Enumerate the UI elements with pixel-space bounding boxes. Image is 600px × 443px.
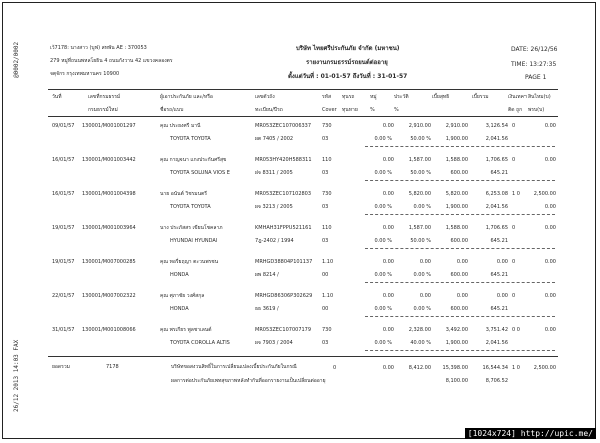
record-net2: 1,900.00: [445, 204, 468, 210]
record-history-pct: 0.00 %: [413, 204, 431, 210]
record-code: 730: [322, 123, 332, 129]
row-divider: [365, 282, 555, 283]
record-policy: 130001/M001003964: [82, 225, 136, 231]
record-history: 1,587.00: [408, 157, 431, 163]
record-commission: 0 0: [512, 327, 520, 333]
record-total2: 645.21: [490, 170, 508, 176]
record-commission: 0: [512, 123, 516, 129]
record-code: 730: [322, 191, 332, 197]
record-car: TOYOTA COROLLA ALTIS: [170, 340, 230, 346]
record-date: 16/01/57: [52, 191, 75, 197]
record-cover: 03: [322, 170, 329, 176]
column-header-row2-6: %: [370, 107, 375, 113]
record-total: 0.00: [496, 293, 508, 299]
record-chassis: MR053HY420H588311: [255, 157, 312, 163]
record-history-pct: 50.00 %: [410, 136, 431, 142]
report-time: TIME: 13:27:35: [511, 61, 557, 68]
record-commission: 0: [512, 157, 516, 163]
record-discount: 0.00 %: [374, 136, 392, 142]
record-code: 730: [322, 327, 332, 333]
record-chassis: MR053ZEC107006337: [255, 123, 312, 129]
record-policy: 130001/M001003442: [82, 157, 136, 163]
column-header-row1-8: เบี้ยสุทธิ: [432, 94, 450, 100]
record-claim: 0.00: [544, 259, 556, 265]
record-history-pct: 40.00 %: [410, 340, 431, 346]
record-cover: 00: [322, 272, 329, 278]
column-header-row1-1: เลขที่กรมธรรม์: [88, 94, 121, 100]
column-header-row1-3: เลขตัวถัง: [255, 94, 275, 100]
fax-footer-timestamp: 26/12 2013 14:03 FAX: [13, 339, 20, 412]
record-plate: ผพ 8214 /: [255, 272, 279, 278]
record-history: 0.00: [419, 259, 431, 265]
record-net: 3,492.00: [445, 327, 468, 333]
record-total: 3,126.54: [485, 123, 508, 129]
record-history: 0.00: [419, 293, 431, 299]
record-suminsured: 0.00: [382, 123, 394, 129]
record-car: HYUNDAI HYUNDAI: [170, 238, 218, 244]
summary-zero-amount: 0.00: [382, 365, 394, 371]
record-net: 5,820.00: [445, 191, 468, 197]
record-plate: ผจ 3213 / 2005: [255, 204, 293, 210]
record-plate: ธธ 3619 /: [255, 306, 279, 312]
summary-claim: 2,500.00: [533, 365, 556, 371]
page-border: [2, 2, 596, 439]
summary-note-2: ผลการต่อประกันภัยเพทสุขภาพหลังทำกันที่ออกรายงานเป็นเปลี่ยนต่ออายุ: [171, 378, 326, 384]
record-code: 1.10: [322, 259, 334, 265]
record-plate: ผจ 7903 / 2004: [255, 340, 293, 346]
record-net2: 600.00: [450, 306, 468, 312]
record-total2: 645.21: [490, 306, 508, 312]
record-car: HONDA: [170, 272, 189, 278]
summary-label: ยอดรวม: [52, 364, 70, 370]
record-insured: คุณ กาญจนา แกงประกันศรีสุข: [160, 157, 227, 163]
record-commission: 1 0: [512, 191, 520, 197]
record-total: 1,706.65: [485, 225, 508, 231]
column-header-row2-5: ทุนหาย: [342, 107, 358, 113]
record-commission: 0: [512, 225, 516, 231]
summary-total-2: 8,706.52: [485, 378, 508, 384]
record-history-pct: 50.00 %: [410, 170, 431, 176]
record-discount: 0.00 %: [374, 170, 392, 176]
row-divider: [365, 180, 555, 181]
record-total: 0.00: [496, 259, 508, 265]
row-divider: [365, 214, 555, 215]
record-claim: 0.00: [544, 123, 556, 129]
record-net: 1,588.00: [445, 157, 468, 163]
address-line-2: จตุจักร กรุงเทพมหานคร 10900: [50, 71, 120, 77]
summary-divider: [48, 356, 558, 357]
record-cover: 00: [322, 306, 329, 312]
record-date: 16/01/57: [52, 157, 75, 163]
record-commission: 0: [512, 259, 516, 265]
record-chassis: MRHGD38804P101137: [255, 259, 313, 265]
record-car: TOYOTA SOLUNA VIOS E: [170, 170, 230, 176]
record-net: 2,910.00: [445, 123, 468, 129]
record-discount: 0.00 %: [374, 306, 392, 312]
record-net2: 600.00: [450, 272, 468, 278]
column-header-row1-6: หมู่: [370, 94, 377, 100]
record-cover: 03: [322, 340, 329, 346]
column-header-row1-11: สินไหม(บ): [528, 94, 551, 100]
record-date: 22/01/57: [52, 293, 75, 299]
record-car: HONDA: [170, 306, 189, 312]
record-suminsured: 0.00: [382, 225, 394, 231]
report-title: รายงานกรมธรรม์รถยนต์ต่ออายุ: [306, 59, 388, 66]
column-header-row2-2: ชื่อรถ/แบบ: [160, 107, 184, 113]
column-header-row1-9: เบี้ยรวม: [472, 94, 489, 100]
record-total2: 645.21: [490, 238, 508, 244]
column-header-row2-7: %: [394, 107, 399, 113]
record-discount: 0.00 %: [374, 204, 392, 210]
column-header-row2-10: ติด ถูก: [508, 107, 523, 113]
record-history: 2,328.00: [408, 327, 431, 333]
column-header-row1-7: ประวัติ: [394, 94, 409, 100]
record-total: 6,253.08: [485, 191, 508, 197]
record-car: TOYOTA TOYOTA: [170, 204, 211, 210]
record-policy: 130001/M007002322: [82, 293, 136, 299]
record-cover: 03: [322, 204, 329, 210]
record-date: 09/01/57: [52, 123, 75, 129]
company-name: บริษัท ไทยศรีประกันภัย จำกัด (มหาชน): [296, 45, 400, 52]
record-date: 31/01/57: [52, 327, 75, 333]
record-suminsured: 0.00: [382, 327, 394, 333]
record-total2: 2,041.56: [485, 340, 508, 346]
record-policy: 130001/M007000285: [82, 259, 136, 265]
record-claim: 0.00: [544, 225, 556, 231]
record-history-pct: 50.00 %: [410, 238, 431, 244]
column-header-divider: [48, 116, 558, 117]
report-date-range: ตั้งแต่วันที่ : 01-01-57 ถึงวันที่ : 31-01-57: [288, 73, 408, 80]
record-total2: 2,041.56: [485, 136, 508, 142]
record-net2: 600.00: [450, 170, 468, 176]
record-history-pct: 0.00 %: [413, 306, 431, 312]
record-insured: คุณ ศุภาชัย วงศ์สกุล: [160, 293, 205, 299]
column-header-row1-5: ทุนรถ: [342, 94, 355, 100]
record-net: 0.00: [456, 259, 468, 265]
fax-page-code: @0002/0002: [13, 41, 20, 78]
record-insured: คุณ ทอรี่ยฤญา ตะวนพรชน: [160, 259, 219, 265]
record-history: 2,910.00: [408, 123, 431, 129]
record-code: 1.10: [322, 293, 334, 299]
column-header-row1-0: วันที่: [52, 94, 62, 100]
record-insured: นาง ประภัสสร เขียนโชคลาภ: [160, 225, 223, 231]
record-total2: 2,041.56: [485, 204, 508, 210]
record-discount: 0.00 %: [374, 238, 392, 244]
summary-history: 8,412.00: [408, 365, 431, 371]
record-code: 110: [322, 157, 332, 163]
record-history: 5,820.00: [408, 191, 431, 197]
row-divider: [365, 350, 555, 351]
record-commission: 0: [512, 293, 516, 299]
record-claim: 0.00: [544, 157, 556, 163]
summary-zero-count: 0: [333, 365, 337, 371]
record-net2: 1,900.00: [445, 136, 468, 142]
record-suminsured: 0.00: [382, 191, 394, 197]
record-chassis: MRHGD86306P302629: [255, 293, 313, 299]
column-header-row2-4: Cover: [322, 107, 337, 113]
column-header-row1-10: เงินเทคฯ: [508, 94, 527, 100]
row-divider: [365, 248, 555, 249]
summary-note-1: บริษัทขอสงวนสิทธิ์ในการเปลี่ยนแปลงเบี้ยประกันภัยในกรณี: [171, 364, 297, 370]
column-header-row1-4: รหัส: [322, 94, 332, 100]
record-plate: 7ฎ-2402 / 1994: [255, 238, 294, 244]
record-plate: ผต 7405 / 2002: [255, 136, 294, 142]
record-total2: 645.21: [490, 272, 508, 278]
agent-line: เว้7178: นางสาว (บูฟ) สหพัน AE : 370053: [50, 45, 147, 51]
column-header-row2-1: กรมธรรม์ใหม่: [88, 107, 118, 113]
record-insured: นาย อนันต์ วิชรมนตรี: [160, 191, 207, 197]
record-discount: 0.00 %: [374, 340, 392, 346]
address-line-1: 279 หมู่ที่ถนนพหลโยธิน 4 ถนนกังวาน 42 แขวงคลองตร: [50, 58, 173, 64]
report-date: DATE: 26/12/56: [511, 46, 558, 53]
record-chassis: MR053ZEC107102803: [255, 191, 312, 197]
record-history-pct: 0.00 %: [413, 272, 431, 278]
record-insured: คุณ พรเกียร พูลชาเลนต์: [160, 327, 212, 333]
record-history: 1,587.00: [408, 225, 431, 231]
row-divider: [365, 146, 555, 147]
record-net: 0.00: [456, 293, 468, 299]
column-header-row2-3: ทะเบียน/ปีรถ: [255, 107, 283, 113]
record-cover: 03: [322, 136, 329, 142]
record-date: 19/01/57: [52, 225, 75, 231]
record-policy: 130001/M001001297: [82, 123, 136, 129]
report-page-number: PAGE 1: [525, 74, 547, 81]
record-net2: 1,900.00: [445, 340, 468, 346]
record-policy: 130001/M001004398: [82, 191, 136, 197]
record-claim2: 0.00: [544, 204, 556, 210]
record-policy: 130001/M001008066: [82, 327, 136, 333]
record-chassis: MR053ZEC107007179: [255, 327, 312, 333]
record-plate: ฝจ 8311 / 2005: [255, 170, 293, 176]
record-suminsured: 0.00: [382, 293, 394, 299]
record-claim: 0.00: [544, 293, 556, 299]
record-cover: 03: [322, 238, 329, 244]
record-net: 1,588.00: [445, 225, 468, 231]
summary-net: 15,398.00: [442, 365, 468, 371]
record-code: 110: [322, 225, 332, 231]
header-divider: [48, 89, 558, 90]
column-header-row1-2: ผู้เอาประกันภัย และ/หรือ: [160, 94, 213, 100]
record-chassis: KMHAH31FPPU521161: [255, 225, 312, 231]
upload-watermark: [1024x724] http://upic.me/: [465, 428, 596, 439]
record-net2: 600.00: [450, 238, 468, 244]
summary-total: 16,544.34: [482, 365, 508, 371]
record-claim: 2,500.00: [533, 191, 556, 197]
record-suminsured: 0.00: [382, 259, 394, 265]
record-insured: คุณ ประยงศรี มานี: [160, 123, 201, 129]
record-car: TOYOTA TOYOTA: [170, 136, 211, 142]
record-date: 19/01/57: [52, 259, 75, 265]
record-suminsured: 0.00: [382, 157, 394, 163]
summary-net-2: 8,100.00: [445, 378, 468, 384]
record-discount: 0.00 %: [374, 272, 392, 278]
record-total: 3,751.42: [485, 327, 508, 333]
summary-count: 7178: [106, 364, 119, 370]
row-divider: [365, 316, 555, 317]
record-claim: 0.00: [544, 327, 556, 333]
column-header-row2-11: พรบ(บ): [528, 107, 545, 113]
record-total: 1,706.65: [485, 157, 508, 163]
summary-commission: 1 0: [512, 365, 520, 371]
